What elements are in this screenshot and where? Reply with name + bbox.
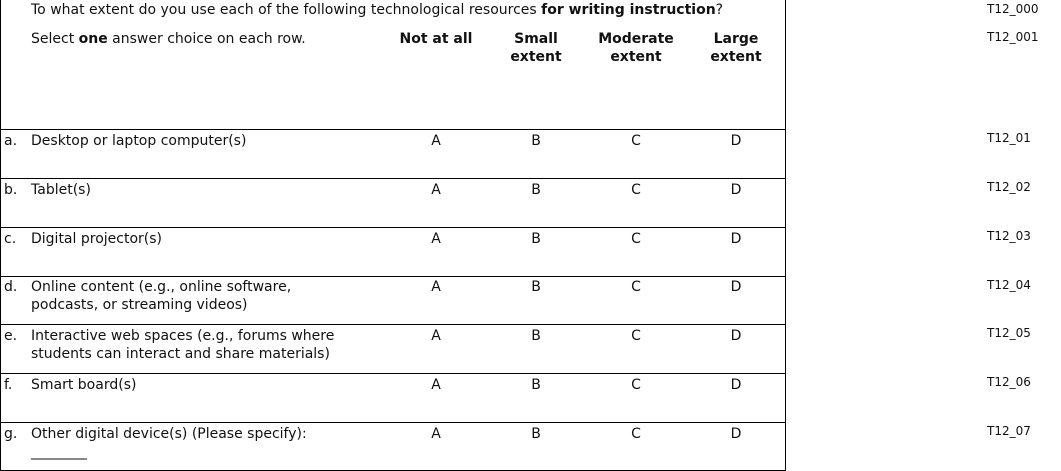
variable-code: T12_04 [987,278,1031,292]
item-letter: d. [4,279,18,295]
instruction-suffix: answer choice on each row. [107,31,306,47]
column-header-line1: Small [514,31,558,47]
item-text: Interactive web spaces (e.g., forums where students can interact and share materials) [31,328,335,362]
choice-d[interactable]: D [730,377,742,393]
choice-a[interactable]: A [431,328,441,344]
choice-b[interactable]: B [531,133,541,149]
table-row [1,374,785,423]
table-row [1,228,785,277]
item-letter: g. [4,426,18,442]
variable-code: T12_01 [987,131,1031,145]
instruction-emphasis: one [78,31,108,47]
choice-b[interactable]: B [531,182,541,198]
choice-b[interactable]: B [531,426,541,442]
choice-b[interactable]: B [531,279,541,295]
variable-code: T12_000 [987,2,1039,16]
choice-a[interactable]: A [431,231,441,247]
column-header-line1: Large [713,31,759,47]
choice-d[interactable]: D [730,133,742,149]
variable-code: T12_07 [987,424,1031,438]
table-row [1,423,785,471]
choice-d[interactable]: D [730,182,742,198]
question-emphasis: for writing instruction [541,2,716,18]
choice-d[interactable]: D [730,279,742,295]
choice-a[interactable]: A [431,133,441,149]
table-row [1,130,785,179]
item-letter: e. [4,328,18,344]
question-suffix: ? [715,2,724,18]
column-header-moderate-extent [581,30,691,66]
choice-d[interactable]: D [730,231,742,247]
variable-code: T12_001 [987,30,1039,44]
table-header [1,0,785,130]
choice-a[interactable]: A [431,377,441,393]
choice-d[interactable]: D [730,328,742,344]
variable-code: T12_02 [987,180,1031,194]
variable-code: T12_06 [987,375,1031,389]
variable-code: T12_03 [987,229,1031,243]
question-prefix: To what extent do you use each of the following technological resources [31,2,542,18]
choice-d[interactable]: D [730,426,742,442]
choice-b[interactable]: B [531,231,541,247]
choice-c[interactable]: C [631,426,641,442]
item-text: Online content (e.g., online software, podcasts, or streaming videos) [31,279,292,313]
column-header-line2: extent [710,49,762,65]
choice-c[interactable]: C [631,279,641,295]
choice-c[interactable]: C [631,377,641,393]
column-header-large-extent [681,30,791,66]
item-letter: c. [4,231,17,247]
choice-a[interactable]: A [431,279,441,295]
item-text: Smart board(s) [31,377,137,393]
column-header-line1: Moderate [598,31,674,47]
question-text [31,1,723,19]
instruction-text [31,30,306,48]
choice-b[interactable]: B [531,328,541,344]
table-row [1,276,785,325]
choice-c[interactable]: C [631,231,641,247]
item-letter: a. [4,133,18,149]
item-letter: b. [4,182,18,198]
table-row [1,179,785,228]
choice-c[interactable]: C [631,328,641,344]
choice-c[interactable]: C [631,133,641,149]
item-text: Desktop or laptop computer(s) [31,133,247,149]
instruction-prefix: Select [31,31,79,47]
item-text: Other digital device(s) (Please specify): ________ [31,426,307,460]
choice-c[interactable]: C [631,182,641,198]
choice-a[interactable]: A [431,426,441,442]
table-row [1,325,785,374]
column-header-line2: extent [610,49,662,65]
choice-b[interactable]: B [531,377,541,393]
item-text: Tablet(s) [31,182,91,198]
column-header-line1: Not at all [399,31,473,47]
column-header-not-at-all [381,30,491,48]
column-header-line2: extent [510,49,562,65]
column-header-small-extent [481,30,591,66]
item-letter: f. [4,377,13,393]
choice-a[interactable]: A [431,182,441,198]
item-text: Digital projector(s) [31,231,162,247]
variable-code: T12_05 [987,326,1031,340]
